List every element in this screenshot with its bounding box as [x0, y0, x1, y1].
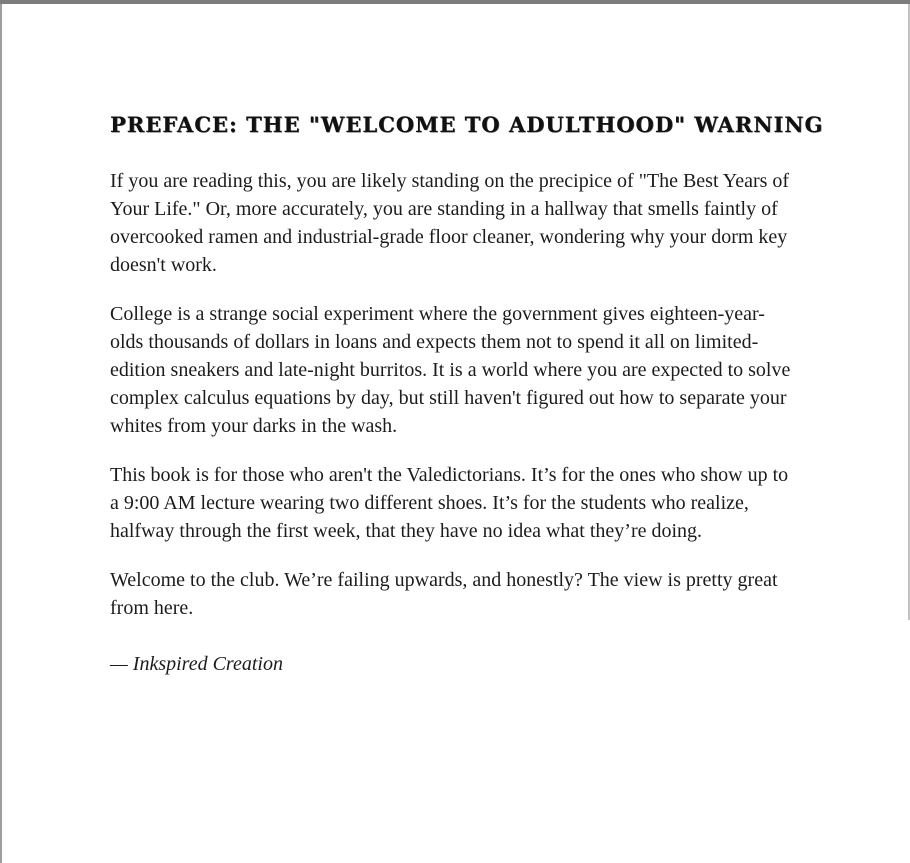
author-signature: — Inkspired Creation [110, 653, 283, 675]
top-border-rule [0, 0, 910, 4]
preface-paragraph-4: Welcome to the club. We’re failing upwards, and honestly? The view is pretty great from here. [110, 569, 778, 619]
preface-title: PREFACE: THE "WELCOME TO ADULTHOOD" WARNING [110, 112, 824, 137]
preface-paragraph-1: If you are reading this, you are likely standing on the precipice of "The Best Years of Your Life." Or, more accurately, you are standing in a hallway that smells faintly of overcooked ramen and industrial-grade floor cleaner, wondering why your dorm key doesn't work. [110, 170, 790, 276]
preface-paragraph-3: This book is for those who aren't the Valedictorians. It’s for the ones who show up to a 9:00 AM lecture wearing two different shoes. It’s for the students who realize, halfway through the first week, that they have no idea what they’re doing. [110, 464, 789, 542]
preface-paragraph-2: College is a strange social experiment where the government gives eighteen-year-olds thousands of dollars in loans and expects them not to spend it all on limited-edition sneakers and late-night burritos. It is a world where you are expected to solve complex calculus equations by day, but still haven't figured out how to separate your whites from your darks in the wash. [110, 303, 791, 437]
preface-content [110, 112, 824, 678]
left-border-rule [0, 4, 2, 863]
